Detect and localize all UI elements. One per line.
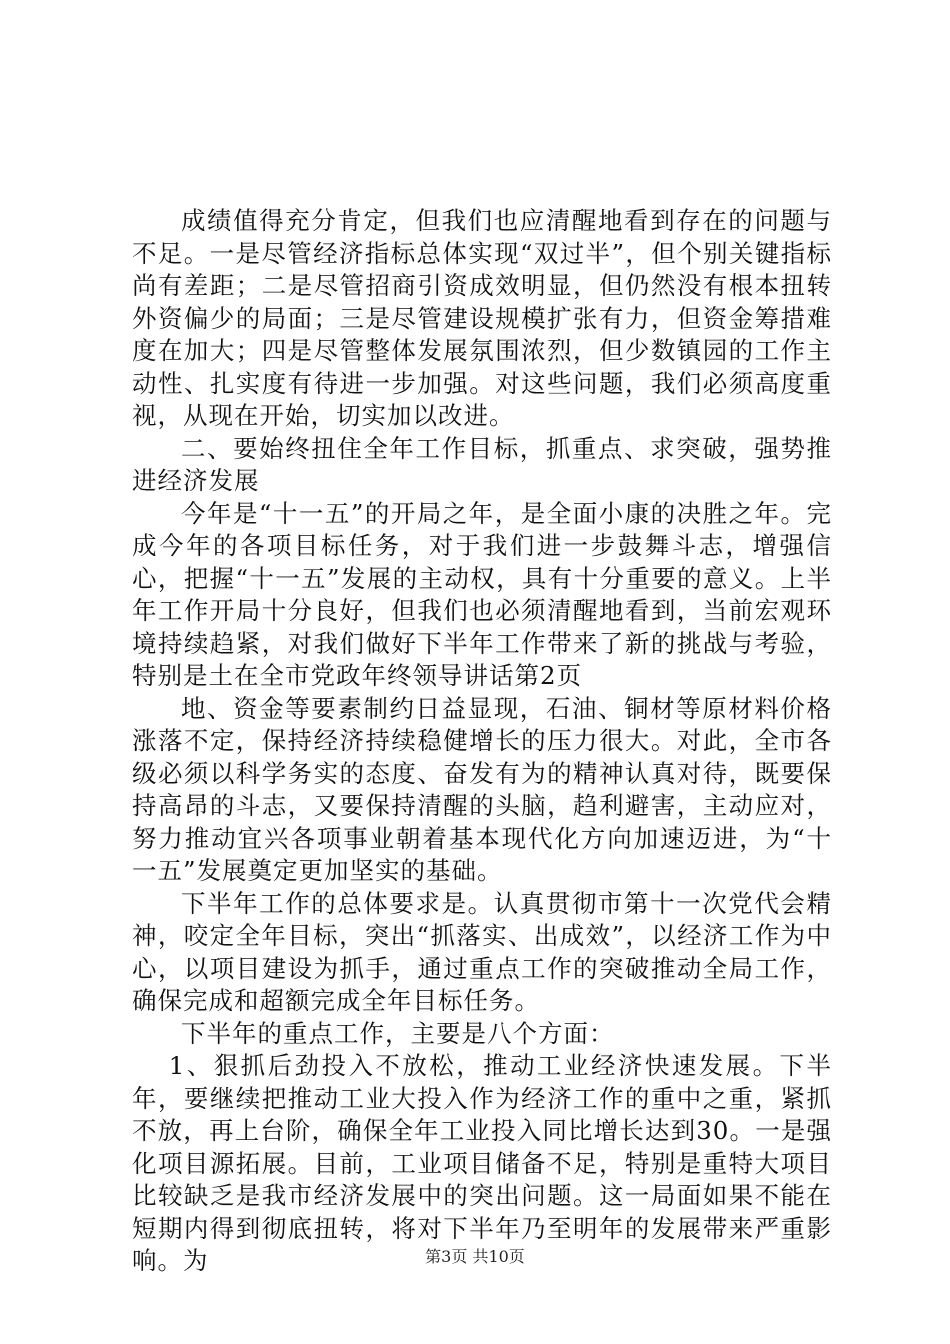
paragraph-overall-requirements: 下半年工作的总体要求是。认真贯彻市第十一次党代会精神，咬定全年目标，突出“抓落实、出成效”，以经济工作为中心，以项目建设为抓手，通过重点工作的突破推动全局工作，确保完成和超额完成全年目标任务。 xyxy=(132,888,832,1015)
paragraph-item-one: 1、狠抓后劲投入不放松，推动工业经济快速发展。下半年，要继续把推动工业大投入作为经济工作的重中之重，紧抓不放，再上台阶，确保全年工业投入同比增长达到30。一是强化项目源拓展。目前，工业项目储备不足，特别是重特大项目比较缺乏是我市经济发展中的突出问题。这一局面如果不能在短期内得到彻底扭转，将对下半年乃至明年的发展带来严重影响。为 xyxy=(132,1051,832,1275)
paragraph-this-year: 今年是“十一五”的开局之年，是全面小康的决胜之年。完成今年的各项目标任务，对于我们进一步鼓舞斗志，增强信心，把握“十一五”发展的主动权，具有十分重要的意义。上半年工作开局十分良好，但我们也必须清醒地看到，当前宏观环境持续趋紧，对我们做好下半年工作带来了新的挑战与考验，特别是土在全市党政年终领导讲话第2页 xyxy=(132,498,832,690)
section-heading-two: 二、要始终扭住全年工作目标，抓重点、求突破，强势推进经济发展 xyxy=(132,433,832,495)
paragraph-constraints: 地、资金等要素制约日益显现，石油、铜材等原材料价格涨落不定，保持经济持续稳健增长的压力很大。对此，全市各级必须以科学务实的态度、奋发有为的精神认真对待，既要保持高昂的斗志，又要保持清醒的头脑，趋利避害，主动应对，努力推动宜兴各项事业朝着基本现代化方向加速迈进，为“十一五”发展奠定更加坚实的基础。 xyxy=(132,693,832,885)
document-body xyxy=(132,205,832,1278)
page-footer: 第3页 共10页 xyxy=(425,1247,525,1266)
paragraph-key-work: 下半年的重点工作，主要是八个方面： xyxy=(181,1018,615,1048)
paragraph-problems: 成绩值得充分肯定，但我们也应清醒地看到存在的问题与不足。一是尽管经济指标总体实现“双过半”，但个别关键指标尚有差距；二是尽管招商引资成效明显，但仍然没有根本扭转外资偏少的局面；三是尽管建设规模扩张有力，但资金筹措难度在加大；四是尽管整体发展氛围浓烈，但少数镇园的工作主动性、扎实度有待进一步加强。对这些问题，我们必须高度重视，从现在开始，切实加以改进。 xyxy=(132,206,832,430)
